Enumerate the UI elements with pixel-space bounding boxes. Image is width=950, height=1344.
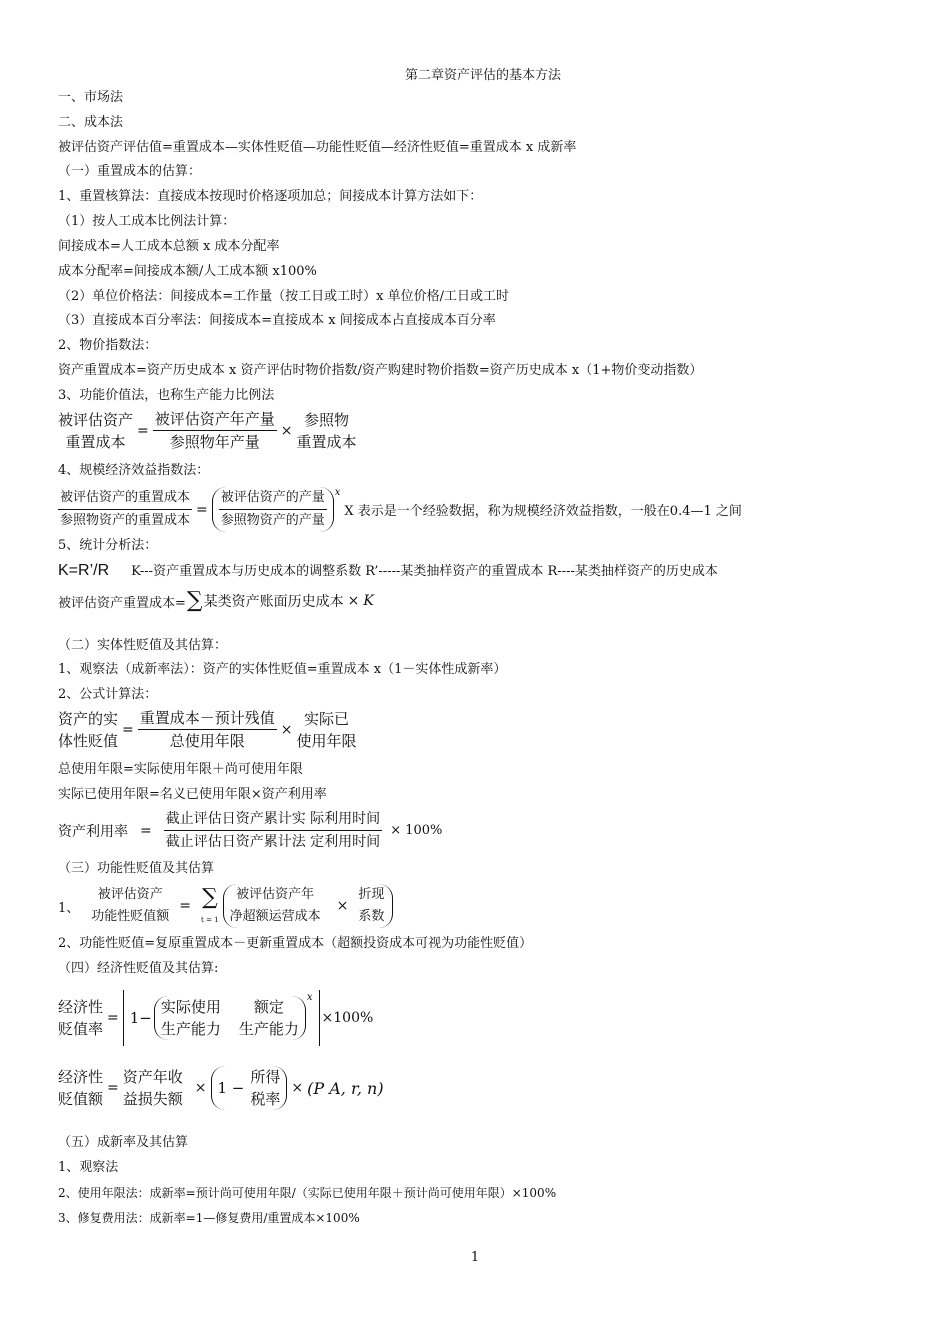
formula-text: 重置成本 [296,432,357,451]
line-section-1: （一）重置成本的估算： [58,164,202,179]
formula-text: 功能性贬值额 [91,909,170,924]
formula-text: 税率 [250,1090,281,1108]
sigma-symbol: ∑ [201,885,218,910]
formula-text: 被评估资产 [97,887,163,902]
formula-text: 所得 [250,1068,281,1086]
formula-operator: × [280,422,293,439]
formula-scale-economy [58,486,742,532]
formula-functional-depreciation [58,884,393,928]
formula-numerator: 重置成本－预计残值 [138,707,277,730]
formula-text: 益损失额 [122,1090,183,1108]
formula-denominator: 参照物资产的产量 [220,513,325,528]
formula-functional-value [58,408,357,453]
formula-text: 实际已 [304,709,350,728]
formula-operator: = [122,721,134,738]
line-item: （2）单位价格法：间接成本=工作量（按工日或工时）x 单位价格/工日或工时 [58,289,510,304]
line-item: 资产重置成本=资产历史成本 x 资产评估时物价指数/资产购建时物价指数=资产历史成本 x（1+物价变动指数） [58,363,703,378]
sigma-symbol: ∑ [186,588,203,613]
line-item: 成本分配率=间接成本额/人工成本额 x100% [58,264,317,279]
line-market-method: 一、市场法 [58,90,124,105]
line-item: 1、观察法（成新率法）：资产的实体性贬值=重置成本 x（1－实体性成新率） [58,662,507,677]
formula-note: X 表示是一个经验数据，称为规模经济效益指数，一般在0.4—1 之间 [344,504,742,519]
formula-text: 实际使用 [160,998,221,1016]
formula-physical-depreciation [58,707,357,752]
line-item: 3、修复费用法：成新率=1—修复费用/重置成本×100% [58,1211,360,1225]
line-item: 5、统计分析法： [58,538,158,553]
formula-text: 某类资产账面历史成本 [203,594,344,610]
formula-text: × 100% [390,823,443,838]
formula-text: 1、 [58,900,80,916]
formula-numerator: 被评估资产的产量 [219,487,327,510]
line-section-4: （四）经济性贬值及其估算: [58,961,219,976]
formula-text: 经济性 [58,1068,104,1086]
formula-denominator: 总使用年限 [169,732,245,750]
line-section-2: （二）实体性贬值及其估算： [58,638,228,653]
annuity-factor: (P A, r, n) [307,1078,384,1098]
formula-text: 被评估资产重置成本= [58,595,186,611]
line-item: 2、物价指数法： [58,338,158,353]
formula-numerator: 被评估资产年产量 [153,408,277,431]
formula-economic-depreciation-rate [58,990,373,1046]
formula-text: 重置成本 [65,432,126,451]
formula-operator: × [336,898,349,914]
formula-text: ×100% [321,1010,374,1026]
line-item: 1、观察法 [58,1160,119,1175]
formula-kr: K=R’/R [58,562,110,579]
line-item: 总使用年限=实际使用年限＋尚可使用年限 [58,762,303,777]
formula-variable: K [363,593,374,609]
line-item: 2、功能性贬值=复原重置成本－更新重置成本（超额投资成本可视为功能性贬值） [58,936,533,951]
formula-text: 生产能力 [160,1020,221,1038]
line-item: 实际已使用年限=名义已使用年限×资产利用率 [58,787,327,802]
line-section-5: （五）成新率及其估算 [58,1135,189,1150]
formula-text: 净超额运营成本 [229,909,321,924]
line-item: 2、使用年限法：成新率=预计尚可使用年限/（实际已使用年限＋预计尚可使用年限）×100% [58,1186,557,1200]
formula-denominator: 参照物资产的重置成本 [60,513,191,528]
page-title: 第二章资产评估的基本方法 [404,68,561,83]
line-item: （3）直接成本百分率法：间接成本=直接成本 x 间接成本占直接成本百分率 [58,313,496,328]
formula-denominator: 截止评估日资产累计法 定利用时间 [165,834,381,850]
formula-numerator: 被评估资产的重置成本 [58,487,192,510]
formula-numerator: 截止评估日资产累计实 际利用时间 [164,808,382,831]
formula-text: 折现 [358,887,385,902]
line-item: 4、规模经济效益指数法： [58,463,210,478]
formula-text: 系数 [358,909,385,924]
formula-operator: × [194,1080,207,1096]
formula-text: 1 − [217,1079,245,1097]
line-item: 2、公式计算法： [58,687,158,702]
formula-operator: × [280,721,293,738]
line-item: （1）按人工成本比例法计算： [58,214,236,229]
line-valuation-formula: 被评估资产评估值=重置成本—实体性贬值—功能性贬值—经济性贬值=重置成本 x 成新率 [58,140,577,155]
formula-text: 参照物 [304,410,350,429]
formula-operator: = [137,422,149,439]
formula-text: 体性贬值 [58,731,119,750]
formula-operator: × [347,593,360,609]
formula-operator: = [140,822,152,839]
formula-text: 贬值率 [58,1020,104,1038]
formula-denominator: 参照物年产量 [169,433,260,451]
formula-text: 资产的实 [58,709,119,728]
formula-text: 生产能力 [238,1020,299,1038]
formula-text: 资产年收 [122,1068,183,1086]
formula-text: 贬值额 [58,1090,104,1108]
formula-text: 被评估资产年 [236,887,315,902]
sigma-subscript: t = 1 [201,916,219,924]
formula-text: 使用年限 [296,731,357,750]
line-section-3: （三）功能性贬值及其估算 [58,861,215,876]
formula-economic-depreciation-amount [58,1066,384,1110]
formula-operator: = [196,501,208,518]
formula-operator: = [107,1080,119,1096]
formula-exponent: x [306,992,313,1003]
line-item: 3、功能价值法，也称生产能力比例法 [58,388,275,403]
formula-text: 资产利用率 [58,823,128,840]
formula-text: 1− [129,1009,152,1027]
formula-text: 经济性 [58,998,104,1016]
line-item: 1、重置核算法：直接成本按现时价格逐项加总；间接成本计算方法如下： [58,189,483,204]
formula-text: 被评估资产 [58,410,134,429]
formula-operator: × [291,1080,304,1096]
formula-operator: = [179,898,192,914]
formula-text: 额定 [253,998,284,1016]
line-item: 间接成本=人工成本总额 x 成本分配率 [58,239,280,254]
line-cost-method: 二、成本法 [58,115,124,130]
formula-utilization-rate [58,808,442,853]
formula-note: K---资产重置成本与历史成本的调整系数 R’-----某类抽样资产的重置成本 R----某类抽样资产的历史成本 [131,564,718,579]
formula-k-definition [58,560,718,580]
formula-statistical [58,590,374,612]
formula-exponent: x [334,487,341,498]
page-number: 1 [470,1250,480,1265]
formula-operator: = [107,1010,119,1026]
